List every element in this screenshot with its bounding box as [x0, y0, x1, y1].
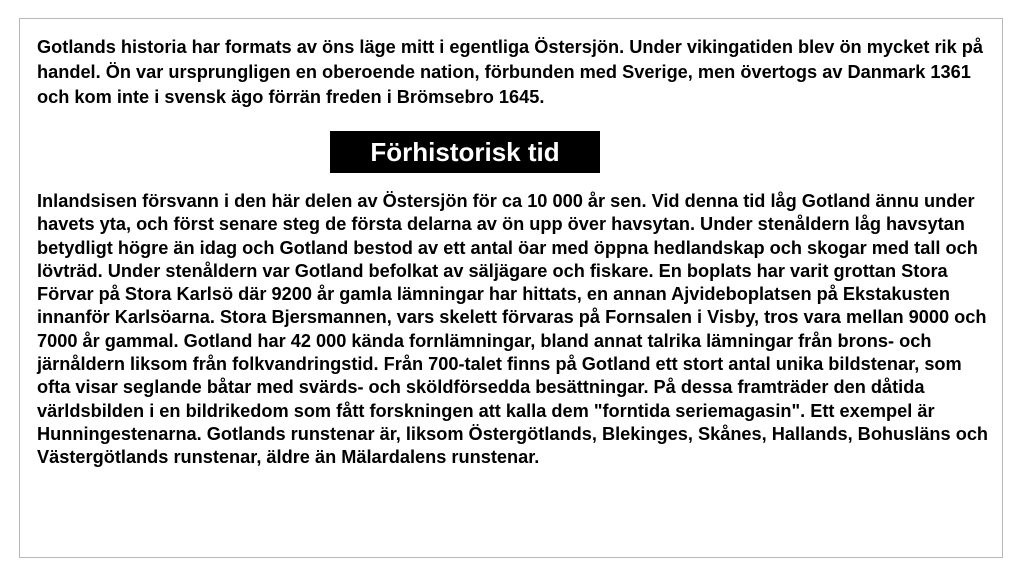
slide-frame: [19, 18, 1003, 558]
intro-paragraph: Gotlands historia har formats av öns läge mitt i egentliga Östersjön. Under vikingatiden blev ön mycket rik på handel. Ön var ursprungligen en oberoende nation, förbunden med Sverige, men övertogs av Danmark 1361 och kom inte i svensk ägo förrän freden i Brömsebro 1645.: [37, 37, 983, 107]
section-heading-box: [330, 131, 600, 173]
section-heading: Förhistorisk tid: [370, 137, 560, 167]
body-paragraph: Inlandsisen försvann i den här delen av Östersjön för ca 10 000 år sen. Vid denna tid låg Gotland ännu under havets yta, och först senare steg de första delarna av ön upp över havsytan. Under stenåldern låg havsytan betydligt högre än idag och Gotland bestod av ett antal öar med öppna hedlandskap och skogar med tall och lövträd. Under stenåldern var Gotland befolkat av säljägare och fiskare. En boplats har varit grottan Stora Förvar på Stora Karlsö där 9200 år gamla lämningar har hittats, en annan Ajvideboplatsen på Ekstakusten innanför Karlsöarna. Stora Bjersmannen, vars skelett förvaras på Fornsalen i Visby, tros vara mellan 9000 och 7000 år gammal. Gotland har 42 000 kända fornlämningar, bland annat talrika lämningar från brons- och järnåldern liksom från folkvandringstid. Från 700-talet finns på Gotland ett stort antal unika bildstenar, som ofta visar seglande båtar med svärds- och sköldförsedda besättningar. På dessa framträder den dåtida världsbilden i en bildrikedom som fått forskningen att kalla dem "forntida seriemagasin". Ett exempel är Hunningestenarna. Gotlands runstenar är, liksom Östergötlands, Blekinges, Skånes, Hallands, Bohusläns och Västergötlands runstenar, äldre än Mälardalens runstenar.: [37, 191, 989, 468]
